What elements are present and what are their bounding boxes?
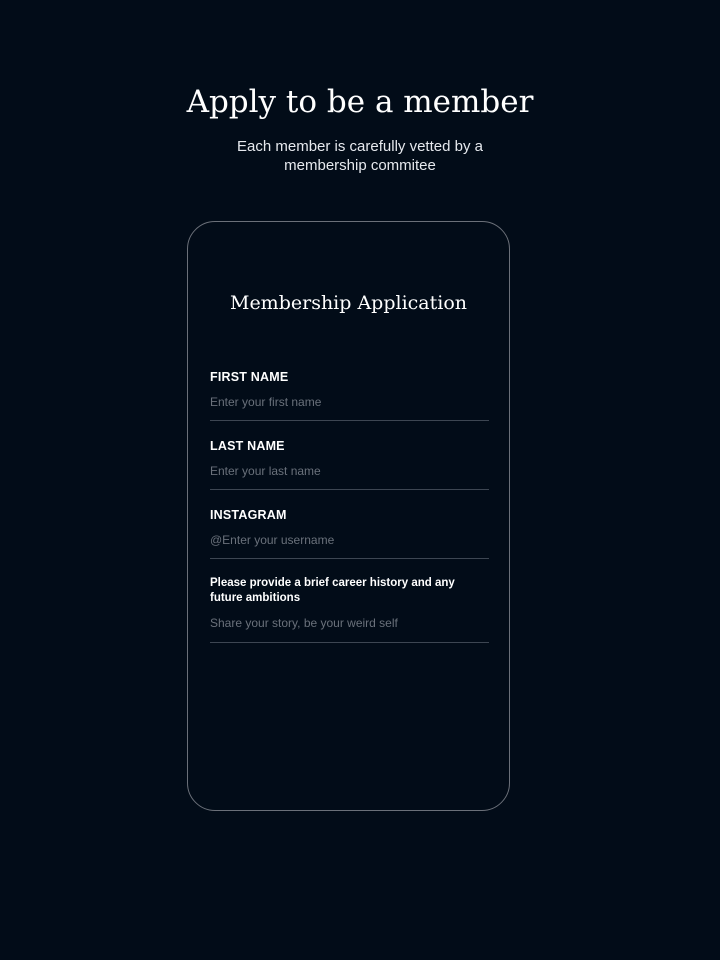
first-name-input[interactable] [210, 394, 489, 410]
application-card [187, 221, 510, 811]
page-subtitle: Each member is carefully vetted by a membership commitee [237, 138, 483, 174]
form-title: Membership Application [229, 292, 468, 314]
first-name-label: FIRST NAME [210, 370, 289, 384]
career-history-label: Please provide a brief career history and any future ambitions [210, 577, 455, 604]
first-name-field [210, 369, 489, 421]
instagram-field [210, 507, 489, 559]
last-name-label: LAST NAME [210, 439, 285, 453]
last-name-input[interactable] [210, 463, 489, 479]
career-history-input[interactable] [210, 615, 489, 631]
instagram-label: INSTAGRAM [210, 508, 287, 522]
career-history-field [210, 576, 489, 643]
page-title: Apply to be a member [186, 84, 534, 120]
last-name-field [210, 438, 489, 490]
instagram-input[interactable] [210, 532, 489, 548]
